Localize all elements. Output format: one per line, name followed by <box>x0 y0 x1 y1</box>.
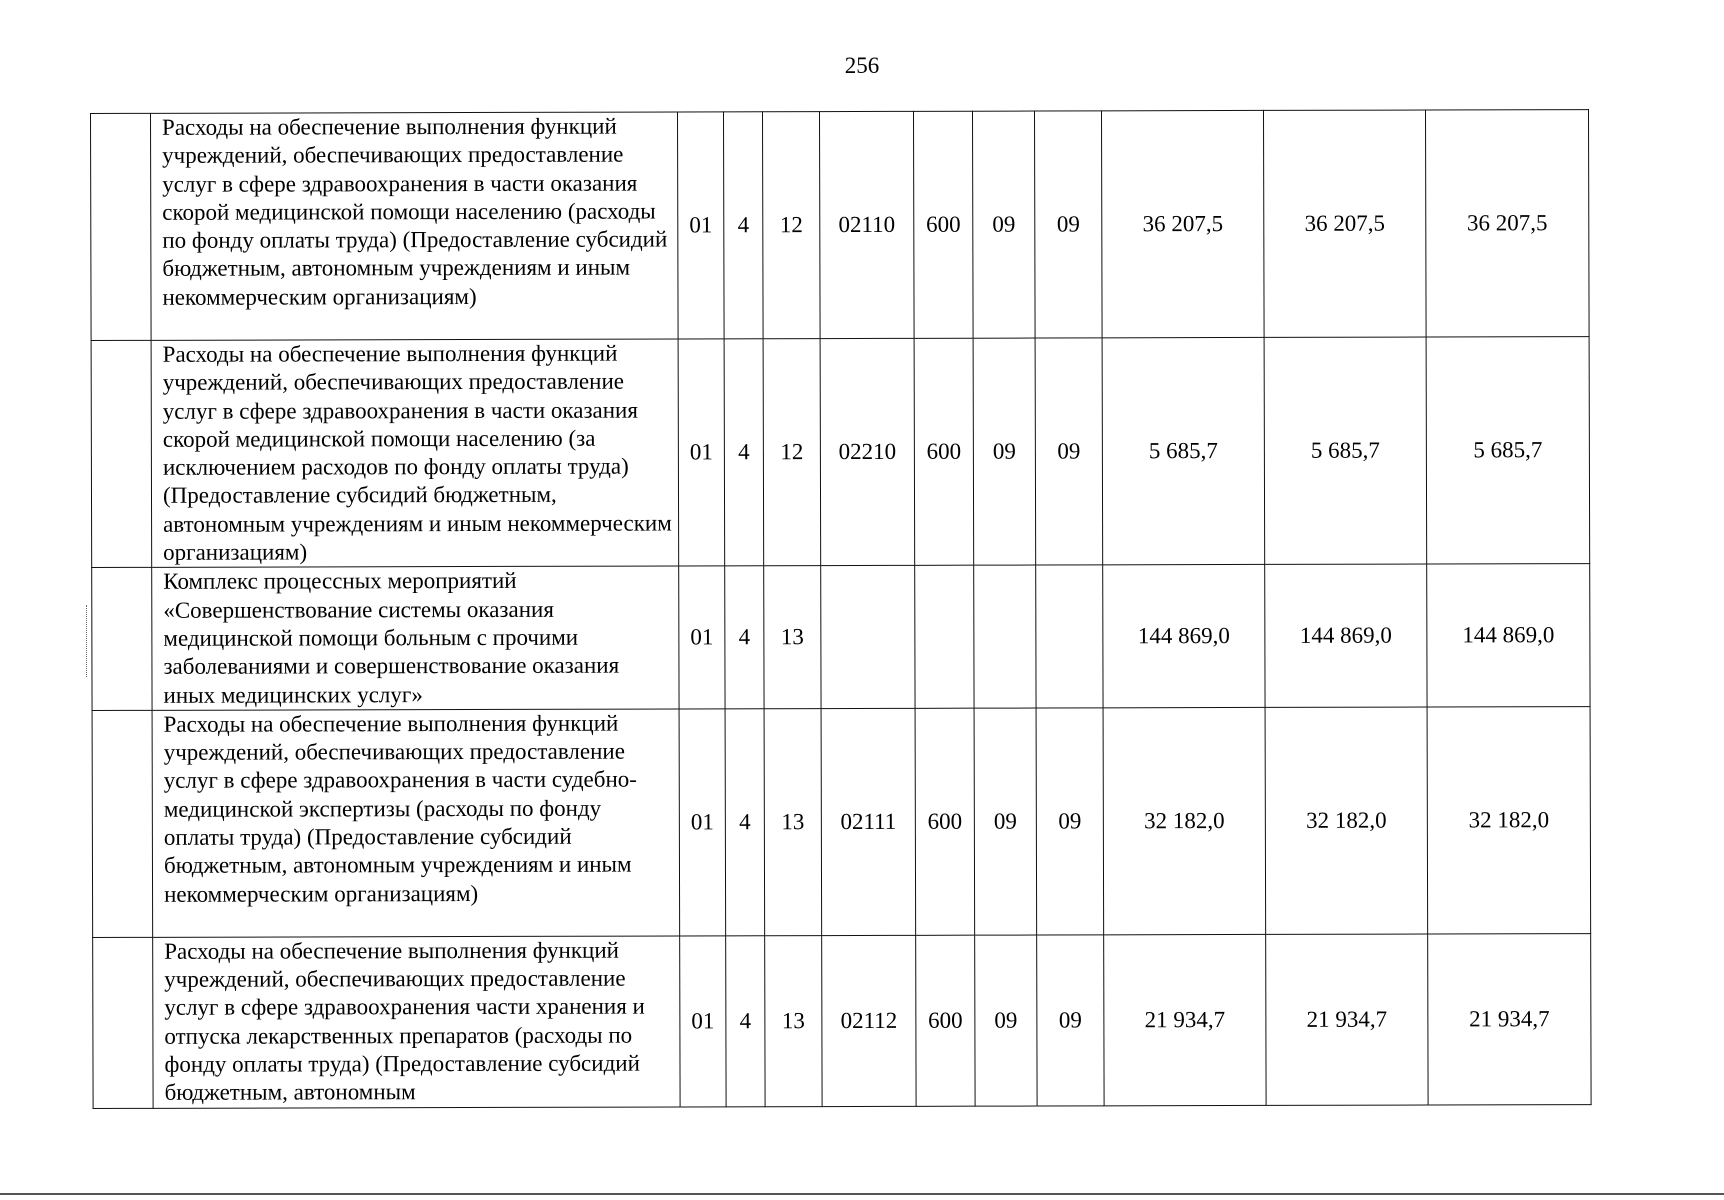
table-row <box>92 706 1591 937</box>
page-number: 256 <box>844 53 880 78</box>
section-cell <box>974 565 1036 708</box>
amount-year3-cell: 144 869,0 <box>1427 564 1590 707</box>
program-code-cell: 01 <box>678 339 725 566</box>
amount-year1-cell: 144 869,0 <box>1103 565 1265 708</box>
amount-year3-cell: 32 182,0 <box>1427 706 1591 933</box>
subprogram-code-cell: 4 <box>725 566 764 709</box>
section-cell: 09 <box>974 708 1037 935</box>
subsection-cell: 09 <box>1037 935 1104 1106</box>
table-row <box>93 933 1591 1108</box>
program-code-cell: 01 <box>680 936 726 1107</box>
expense-type-cell: 600 <box>914 338 974 566</box>
row-number-cell <box>92 568 152 711</box>
amount-year2-cell: 5 685,7 <box>1264 337 1427 565</box>
expense-type-cell: 600 <box>915 708 975 935</box>
program-code-cell: 01 <box>679 566 725 709</box>
page-bottom-edge <box>0 1193 1724 1195</box>
subsection-cell <box>1036 565 1103 708</box>
subprogram-code-cell: 4 <box>724 339 764 566</box>
table-row <box>91 110 1590 341</box>
description-cell: Комплекс процессных мероприятий «Совершенствование системы оказания медицинской помощи больным с прочими заболеваниями и совершенствование оказания иных медицинских услуг» <box>152 566 679 710</box>
row-number-cell <box>91 113 152 340</box>
row-number-cell <box>93 937 153 1108</box>
budget-table <box>90 109 1592 1109</box>
amount-year3-cell: 36 207,5 <box>1425 110 1589 337</box>
expense-type-cell: 600 <box>913 111 973 338</box>
direction-code-cell: 02112 <box>822 935 916 1106</box>
description-cell: Расходы на обеспечение выполнения функций учреждений, обеспечивающих предоставление услуг в сфере здравоохранения в части судебно-медицинской экспертизы (расходы по фонду оплаты труда) (Предоставление субсидий бюджетным, автономным учреждениям и иным некоммерческим организациям) <box>152 709 680 937</box>
expense-type-cell: 600 <box>916 935 975 1106</box>
direction-code-cell: 02210 <box>820 338 915 566</box>
direction-code-cell: 02111 <box>821 708 916 935</box>
section-cell: 09 <box>972 111 1035 338</box>
section-cell: 09 <box>973 338 1036 566</box>
amount-year3-cell: 5 685,7 <box>1426 337 1590 565</box>
description-cell: Расходы на обеспечение выполнения функций учреждений, обеспечивающих предоставление услуг в сфере здравоохранения в части оказания скорой медицинской помощи населению (расходы по фонду оплаты труда) (Предоставление субсидий бюджетным, автономным учреждениям и иным некоммерческим организациям) <box>151 112 679 340</box>
description-cell: Расходы на обеспечение выполнения функций учреждений, обеспечивающих предоставление услуг в сфере здравоохранения части хранения и отпуска лекарственных препаратов (расходы по фонду оплаты труда) (Предоставление субсидий бюджетным, автономным <box>153 936 680 1108</box>
amount-year2-cell: 144 869,0 <box>1265 564 1427 707</box>
direction-code-cell <box>821 566 915 709</box>
event-code-cell: 12 <box>763 339 821 567</box>
section-cell: 09 <box>975 935 1037 1106</box>
amount-year2-cell: 36 207,5 <box>1263 110 1426 337</box>
scan-artifact <box>86 605 97 677</box>
amount-year2-cell: 32 182,0 <box>1265 707 1428 934</box>
event-code-cell: 13 <box>764 708 822 935</box>
table-row <box>91 337 1590 568</box>
program-code-cell: 01 <box>679 709 726 936</box>
event-code-cell: 13 <box>765 935 822 1106</box>
subprogram-code-cell: 4 <box>723 112 763 339</box>
expense-type-cell <box>915 566 974 709</box>
amount-year1-cell: 21 934,7 <box>1104 934 1266 1105</box>
row-number-cell <box>91 340 152 568</box>
subprogram-code-cell: 4 <box>726 936 765 1107</box>
row-number-cell <box>92 710 153 937</box>
subsection-cell: 09 <box>1035 338 1103 566</box>
direction-code-cell: 02110 <box>819 111 914 338</box>
table-row <box>92 564 1590 710</box>
amount-year3-cell: 21 934,7 <box>1428 933 1591 1104</box>
event-code-cell: 13 <box>764 566 821 709</box>
subsection-cell: 09 <box>1034 111 1102 338</box>
amount-year1-cell: 32 182,0 <box>1103 707 1266 934</box>
amount-year1-cell: 5 685,7 <box>1102 337 1265 565</box>
subsection-cell: 09 <box>1036 708 1104 935</box>
program-code-cell: 01 <box>677 112 724 339</box>
subprogram-code-cell: 4 <box>725 709 765 936</box>
description-cell: Расходы на обеспечение выполнения функций учреждений, обеспечивающих предоставление услуг в сфере здравоохранения в части оказания скорой медицинской помощи населению (за исключением расходов по фонду оплаты труда) (Предоставление субсидий бюджетным, автономным учреждениям и иным некоммерческим организациям) <box>151 339 679 568</box>
amount-year2-cell: 21 934,7 <box>1266 934 1428 1105</box>
event-code-cell: 12 <box>762 112 820 339</box>
amount-year1-cell: 36 207,5 <box>1101 110 1264 337</box>
